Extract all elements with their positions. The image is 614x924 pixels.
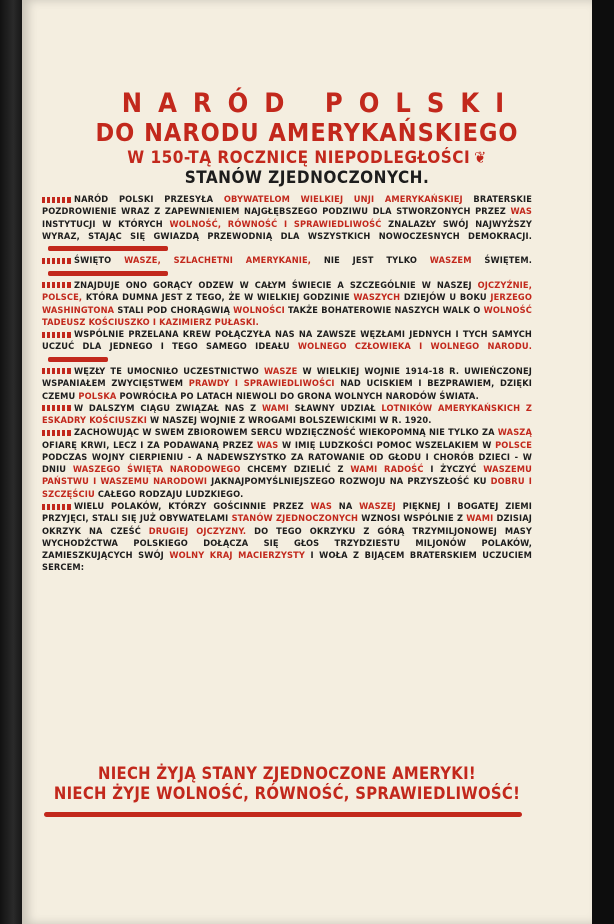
highlighted-phrase: OJCZYŹNIE, POLSCE, xyxy=(42,279,532,304)
text-segment: WZNOSI WSPÓLNIE Z xyxy=(358,513,467,525)
highlighted-phrase: WASZE xyxy=(263,365,298,377)
document-page xyxy=(22,0,592,924)
text-segment: NA xyxy=(332,501,360,513)
paragraph-marker-icon xyxy=(42,258,71,264)
text-segment: I WOŁA Z BIJĄCEM BRATERSKIEM UCZUCIEM SERCEM: xyxy=(42,550,532,574)
highlighted-phrase: WAS xyxy=(256,439,279,451)
text-segment: ZNAJDUJE ONO GORĄCY ODZEW W CAŁYM ŚWIECIE A SZCZEGÓLNIE W NASZEJ xyxy=(74,279,478,291)
highlighted-phrase: STANÓW ZJEDNOCZONYCH xyxy=(231,513,359,525)
text-segment: W IMIĘ LUDZKOŚCI POMOC WSZELAKIEM W xyxy=(278,439,496,451)
paragraph xyxy=(42,329,532,366)
text-segment: INSTYTUCJI W KTÓRYCH xyxy=(42,218,170,230)
book-spine xyxy=(0,0,22,924)
highlighted-phrase: PRAWDY I SPRAWIEDLIWOŚCI xyxy=(188,378,335,390)
highlighted-phrase: POLSKA xyxy=(78,390,117,402)
highlighted-phrase: WOLNEGO CZŁOWIEKA I WOLNEGO NARODU. xyxy=(297,341,532,353)
text-segment: JAKNAJPOMYŚLNIEJSZEGO ROZWOJU NA PRZYSZŁOŚĆ KU xyxy=(207,476,491,488)
paragraph xyxy=(42,194,532,255)
text-segment: NARÓD POLSKI PRZESYŁA xyxy=(74,194,224,205)
text-segment: W NASZEJ WOJNIE Z WROGAMI BOLSZEWICKIMI W R. 1920. xyxy=(146,415,432,427)
text-segment: DZISIAJ OKRZYK NA CZEŚĆ xyxy=(42,513,532,537)
text-segment: WIELU POLAKÓW, KTÓRZY GOŚCINNIE PRZEZ xyxy=(74,501,311,513)
text-segment: POWRÓCIŁA PO LATACH NIEWOLI DO GRONA WOLNYCH NARODÓW ŚWIATA. xyxy=(116,390,479,402)
highlighted-phrase: DRUGIEJ OJCZYZNY. xyxy=(148,525,247,537)
text-segment: PIĘKNEJ I BOGATEJ ZIEMI PRZYJĘCI, STALI SIĘ JUŻ OBYWATELAMI xyxy=(42,501,532,525)
paragraph-marker-icon xyxy=(42,405,71,411)
highlighted-phrase: WOLNOŚCI xyxy=(233,304,285,316)
text-segment: KTÓRA DUMNA JEST Z TEGO, ŻE W WIELKIEJ GODZINIE xyxy=(82,292,354,304)
highlighted-phrase: WASZEMU PAŃSTWU I WASZEMU NARODOWI xyxy=(42,464,532,488)
text-segment: NIE JEST TYLKO xyxy=(311,255,430,267)
text-segment: CAŁEGO RODZAJU LUDZKIEGO. xyxy=(94,488,244,500)
highlighted-phrase: WOLNOŚĆ TADEUSZ KOŚCIUSZKO I KAZIMIERZ PUŁASKI. xyxy=(42,304,532,328)
paragraph-marker-icon xyxy=(42,282,71,288)
text-segment: SŁAWNY UDZIAŁ xyxy=(288,402,382,414)
paragraph xyxy=(42,366,532,403)
paragraph-marker-icon xyxy=(42,332,71,338)
highlighted-phrase: WASZEJ xyxy=(359,501,396,513)
highlighted-phrase: WAS xyxy=(310,501,333,513)
highlighted-phrase: WASZEGO ŚWIĘTA NARODOWEGO xyxy=(72,464,241,476)
text-segment: OFIARĘ KRWI, LECZ I ZA PODAWANĄ PRZEZ xyxy=(42,439,257,451)
text-segment: ZNALAZŁY SWÓJ NAJWYŻSZY WYRAZ, STAJĄC SIĘ GWIAZDĄ PRZEWODNIĄ DLA WSZYSTKICH NOWOCZESNYCH DEMOKRACJI. xyxy=(42,218,533,242)
flower-ornament-icon: ❦ xyxy=(474,148,487,167)
highlighted-phrase: JERZEGO WASHINGTONA xyxy=(42,292,532,316)
line-filler-ornament xyxy=(48,271,168,276)
highlighted-phrase: WOLNY KRAJ MACIERZYSTY xyxy=(169,550,306,562)
paragraph-marker-icon xyxy=(42,504,71,510)
text-segment: ZACHOWUJĄC W SWEM ZBIOROWEM SERCU WDZIĘCZNOŚĆ WIEKOPOMNĄ NIE TYLKO ZA xyxy=(74,427,498,439)
document-body xyxy=(42,194,532,575)
highlighted-phrase: WASZEM xyxy=(429,255,472,267)
paragraph xyxy=(42,255,532,280)
highlighted-phrase: OBYWATELOM WIELKIEJ UNJI AMERYKAŃSKIEJ xyxy=(223,194,463,205)
highlighted-phrase: LOTNIKÓW AMERYKAŃSKICH Z ESKADRY KOŚCIUSZKI xyxy=(42,402,532,427)
text-segment: WSPÓLNIE PRZELANA KREW POŁĄCZYŁA NAS NA ZAWSZE WĘZŁAMI JEDNYCH I TYCH SAMYCH UCZUĆ DLA JEDNEGO I TEGO SAMEGO IDEAŁU xyxy=(42,329,532,353)
paragraph xyxy=(42,403,532,428)
closing-underline xyxy=(44,812,522,817)
highlighted-phrase: WAMI xyxy=(261,402,289,414)
line-filler-ornament xyxy=(48,246,168,251)
text-segment: PODCZAS WOJNY CIERPIENIU - A NADEWSZYSTKO ZA RATOWANIE OD GŁODU I CHORÓB DZIECI - W DNIU xyxy=(42,451,532,476)
text-segment: ŚWIĘTEM. xyxy=(471,255,532,267)
text-segment: DO TEGO OKRZYKU Z GÓRĄ TRZYMILJONOWEJ MASY WYCHODŹCTWA POLSKIEGO DOŁĄCZA SIĘ GŁOS TRZYDZIESTU MILJONÓW POLAKÓW, ZAMIESZKUJĄCYCH SWÓJ xyxy=(42,525,532,562)
text-segment: NAD UCISKIEM I BEZPRAWIEM, DZIĘKI CZEMU xyxy=(42,378,532,402)
title-line-4: STANÓW ZJEDNOCZONYCH. xyxy=(184,168,430,188)
text-segment: BRATERSKIE POZDROWIENIE WRAZ Z ZAPEWNIENIEM NAJGŁĘBSZEGO PODZIWU DLA STWORZONYCH PRZEZ xyxy=(42,194,533,218)
page-edge xyxy=(592,0,614,924)
highlighted-phrase: WAMI xyxy=(466,513,494,525)
paragraph-marker-icon xyxy=(42,430,71,436)
title-line-2: DO NARODU AMERYKAŃSKIEGO xyxy=(95,118,519,147)
text-segment: ŚWIĘTO xyxy=(74,255,125,267)
paragraph xyxy=(42,280,532,329)
title-line-3-text: W 150-TĄ ROCZNICĘ NIEPODLEGŁOŚCI xyxy=(127,148,471,168)
highlighted-phrase: WASZYCH xyxy=(353,292,401,304)
highlighted-phrase: DOBRU I SZCZĘŚCIU xyxy=(42,476,532,500)
title-line-3 xyxy=(22,148,592,168)
text-segment: DZIEJÓW U BOKU xyxy=(400,292,491,304)
text-segment: W WIELKIEJ WOJNIE 1914-18 R. UWIEŃCZONEJ WSPANIAŁEM ZWYCIĘSTWEM xyxy=(42,365,532,390)
text-segment: TAKŻE BOHATEROWIE NASZYCH WALK O xyxy=(284,304,484,316)
text-segment: I ŻYCZYĆ xyxy=(423,464,484,476)
text-segment: STALI POD CHORĄGWIĄ xyxy=(114,304,234,316)
closing-line-2: NIECH ŻYJE WOLNOŚĆ, RÓWNOŚĆ, SPRAWIEDLIWOŚĆ! xyxy=(53,784,521,803)
paragraph xyxy=(42,427,532,501)
highlighted-phrase: WAMI RADOŚĆ xyxy=(350,464,424,476)
text-segment: WĘZŁY TE UMOCNIŁO UCZESTNICTWO xyxy=(74,365,264,377)
paragraph-marker-icon xyxy=(42,368,71,374)
line-filler-ornament xyxy=(48,357,108,362)
highlighted-phrase: WASZE, SZLACHETNI AMERYKANIE, xyxy=(124,255,312,267)
paragraph xyxy=(42,501,532,575)
highlighted-phrase: WOLNOŚĆ, RÓWNOŚĆ I SPRAWIEDLIWOŚĆ xyxy=(169,218,382,230)
text-segment: W DALSZYM CIĄGU ZWIĄZAŁ NAS Z xyxy=(74,402,262,414)
title-line-1: NARÓD POLSKI xyxy=(121,88,521,119)
highlighted-phrase: WAS xyxy=(510,206,532,218)
paragraph-marker-icon xyxy=(42,197,71,203)
text-segment: CHCEMY DZIELIĆ Z xyxy=(240,464,351,476)
highlighted-phrase: WASZĄ xyxy=(497,427,532,439)
highlighted-phrase: POLSCE xyxy=(495,439,532,451)
closing-line-1: NIECH ŻYJĄ STANY ZJEDNOCZONE AMERYKI! xyxy=(98,764,476,783)
